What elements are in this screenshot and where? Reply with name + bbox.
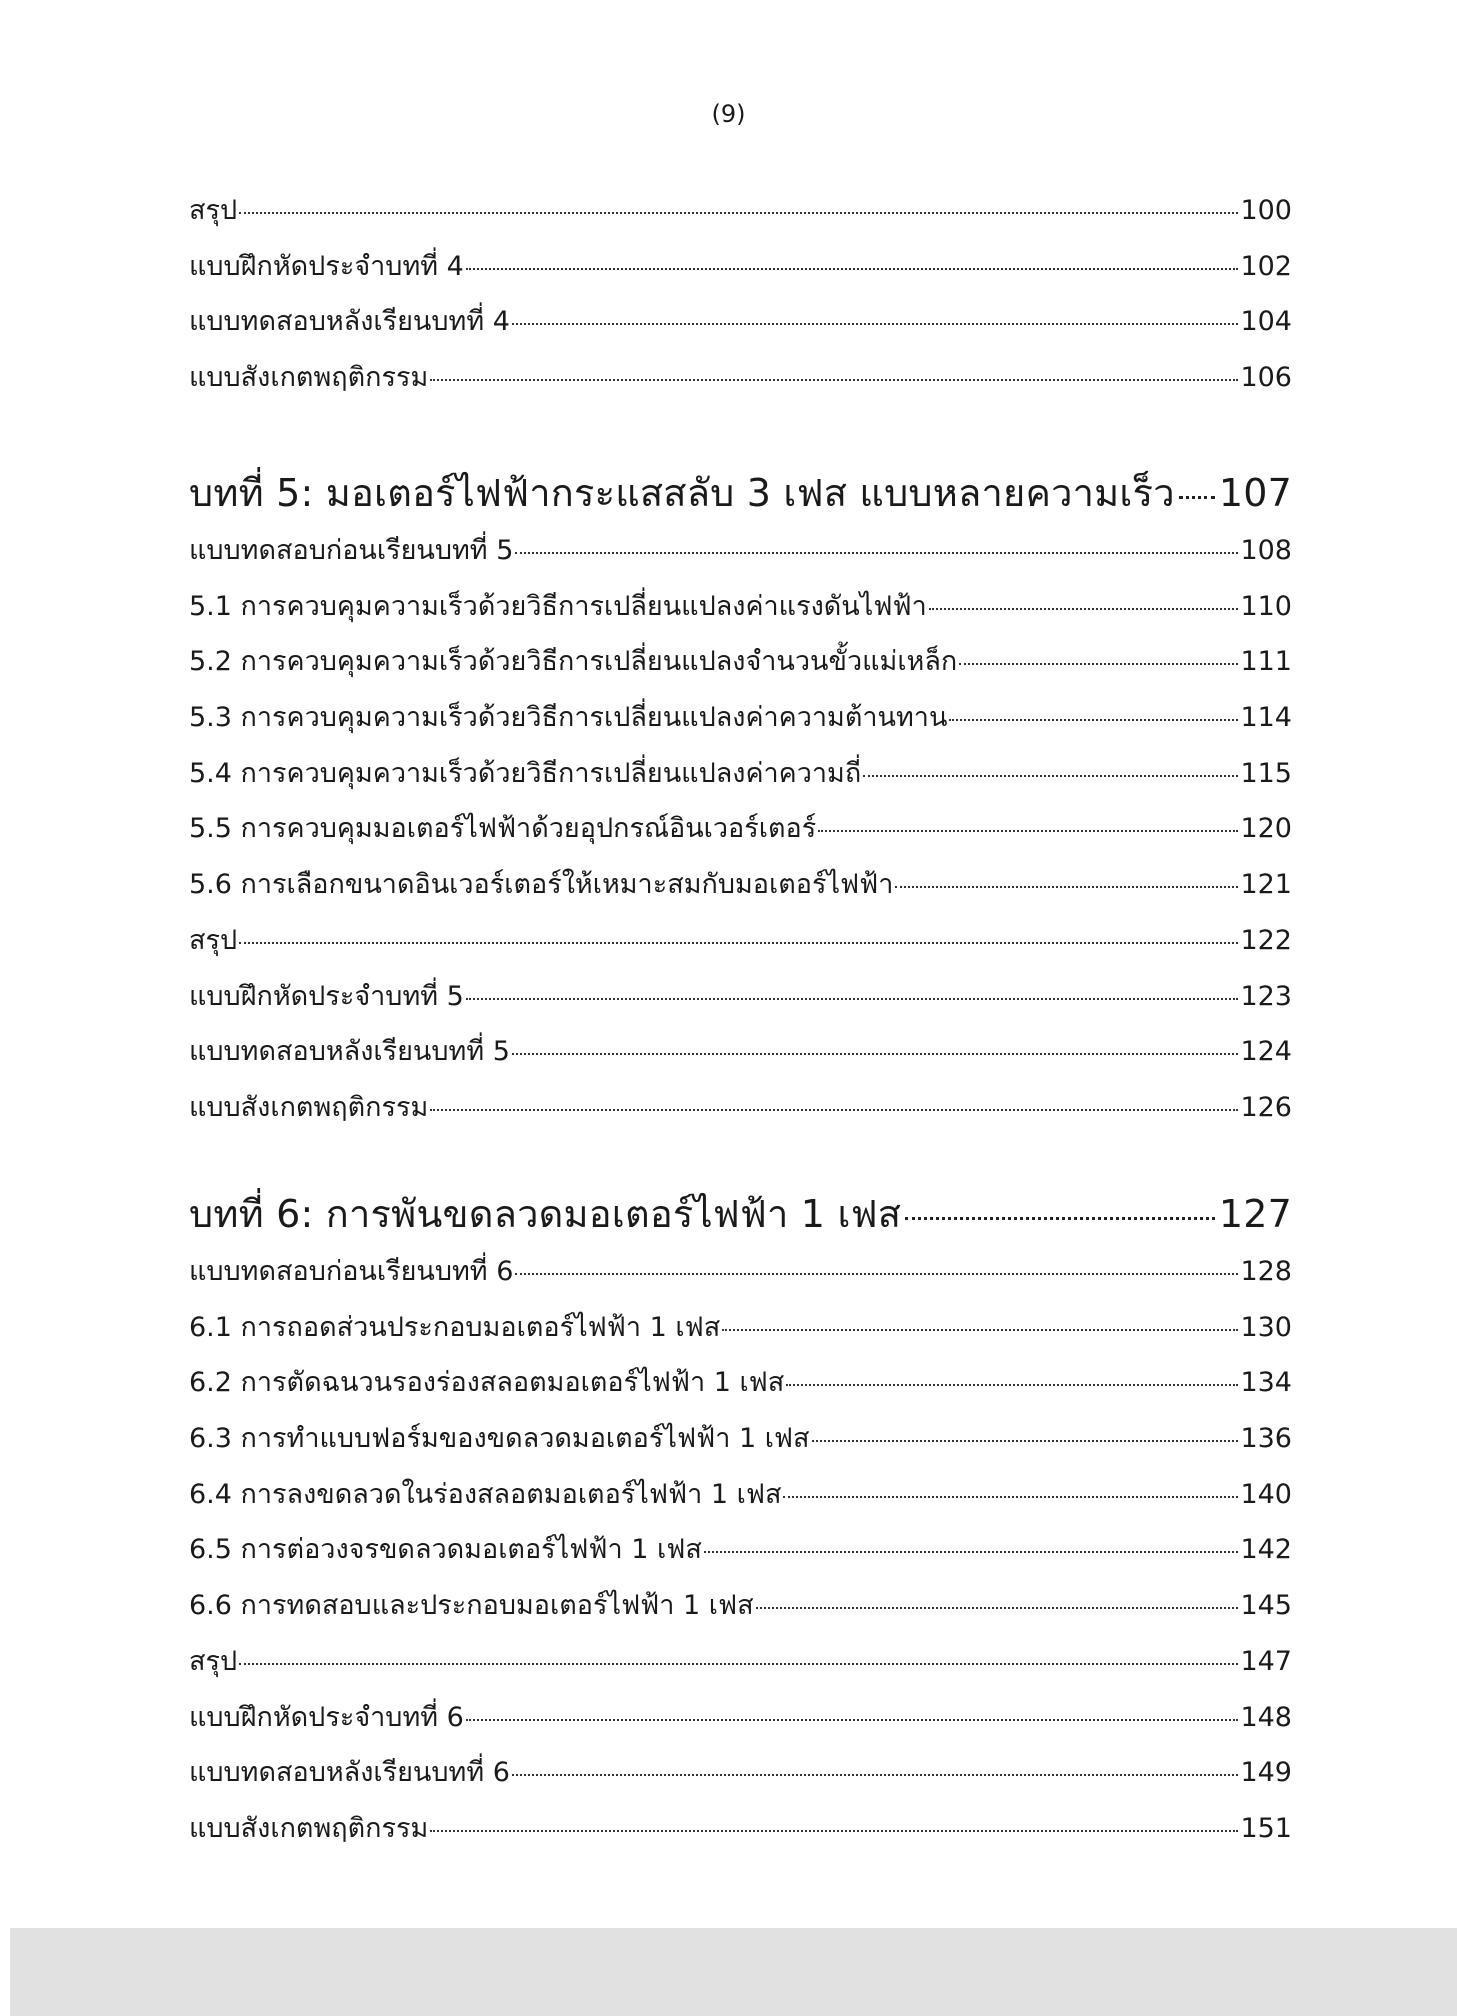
dot-leader xyxy=(783,1496,1238,1498)
chapter-page: 107 xyxy=(1218,471,1292,515)
dot-leader xyxy=(818,830,1238,832)
toc-entry xyxy=(189,1639,1292,1695)
toc-entry-page: 134 xyxy=(1240,1367,1292,1399)
toc-entry xyxy=(189,1360,1292,1416)
toc-entry-page: 122 xyxy=(1240,924,1292,956)
toc-entry xyxy=(189,299,1292,355)
toc-entry xyxy=(189,244,1292,300)
toc-entry-title: 5.6 การเลือกขนาดอินเวอร์เตอร์ให้เหมาะสมกับมอเตอร์ไฟฟ้า xyxy=(189,869,894,901)
dot-leader xyxy=(929,608,1239,610)
dot-leader xyxy=(430,1109,1238,1111)
toc-entry-title: สรุป xyxy=(189,1645,238,1677)
dot-leader xyxy=(704,1551,1239,1553)
toc-entry xyxy=(189,1416,1292,1472)
dot-leader xyxy=(466,1719,1239,1721)
toc-entry-title: 6.6 การทดสอบและประกอบมอเตอร์ไฟฟ้า 1 เฟส xyxy=(189,1590,754,1622)
toc-entry-title: 5.4 การควบคุมความเร็วด้วยวิธีการเปลี่ยนแปลงค่าความถี่ xyxy=(189,757,862,789)
toc-entry-title: สรุป xyxy=(189,924,238,956)
toc-entry xyxy=(189,1305,1292,1361)
toc-entry-page: 149 xyxy=(1240,1757,1292,1789)
dot-leader xyxy=(512,1053,1239,1055)
page-number: (9) xyxy=(711,100,746,128)
dot-leader xyxy=(1179,496,1215,499)
toc-entry xyxy=(189,639,1292,695)
dot-leader xyxy=(786,1384,1238,1386)
toc-entry xyxy=(189,1583,1292,1639)
toc-entry-page: 106 xyxy=(1240,362,1292,394)
toc-entry xyxy=(189,1085,1292,1141)
toc-entry xyxy=(189,1750,1292,1806)
toc-entry-title: 5.2 การควบคุมความเร็วด้วยวิธีการเปลี่ยนแปลงจำนวนขั้วแม่เหล็ก xyxy=(189,646,958,678)
toc-entry-title: แบบฝึกหัดประจำบทที่ 4 xyxy=(189,250,464,282)
toc-entry xyxy=(189,355,1292,411)
toc-entry xyxy=(189,584,1292,640)
toc-entry xyxy=(189,862,1292,918)
toc-entry-page: 104 xyxy=(1240,306,1292,338)
dot-leader xyxy=(239,942,1238,944)
dot-leader xyxy=(515,1273,1238,1275)
dot-leader xyxy=(949,719,1238,721)
toc-entry-page: 147 xyxy=(1240,1645,1292,1677)
toc-entry-title: 5.3 การควบคุมความเร็วด้วยวิธีการเปลี่ยนแปลงค่าความต้านทาน xyxy=(189,702,948,734)
toc-entry xyxy=(189,188,1292,244)
toc-entry-title: แบบฝึกหัดประจำบทที่ 5 xyxy=(189,980,464,1012)
toc-entry xyxy=(189,974,1292,1030)
toc-entry-page: 128 xyxy=(1240,1256,1292,1287)
toc-entry-title: 6.4 การลงขดลวดในร่องสลอตมอเตอร์ไฟฟ้า 1 เฟส xyxy=(189,1478,782,1510)
toc-entry-page: 120 xyxy=(1240,813,1292,845)
toc-entry-title: แบบสังเกตพฤติกรรม xyxy=(189,1812,429,1844)
chapter-6-section xyxy=(189,1183,1292,1249)
toc-entry-title: 6.5 การต่อวงจรขดลวดมอเตอร์ไฟฟ้า 1 เฟส xyxy=(189,1534,702,1566)
chapter-title: บทที่ 6: การพันขดลวดมอเตอร์ไฟฟ้า 1 เฟส xyxy=(189,1192,902,1236)
toc-entry-page: 111 xyxy=(1240,646,1292,678)
toc-entry-title: 6.2 การตัดฉนวนรองร่องสลอตมอเตอร์ไฟฟ้า 1 เฟส xyxy=(189,1367,785,1399)
toc-entry-page: 145 xyxy=(1240,1590,1292,1622)
toc-block-chapter5 xyxy=(189,528,1292,1141)
dot-leader xyxy=(512,1774,1239,1776)
toc-entry-title: แบบทดสอบก่อนเรียนบทที่ 6 xyxy=(189,1256,514,1287)
dot-leader xyxy=(756,1607,1239,1609)
toc-entry-page: 140 xyxy=(1240,1478,1292,1510)
toc-entry-page: 124 xyxy=(1240,1036,1292,1068)
toc-entry xyxy=(189,1472,1292,1528)
chapter-5-section xyxy=(189,462,1292,528)
toc-entry-title: 5.5 การควบคุมมอเตอร์ไฟฟ้าด้วยอุปกรณ์อินเวอร์เตอร์ xyxy=(189,813,817,845)
toc-entry-title: แบบสังเกตพฤติกรรม xyxy=(189,1091,429,1123)
toc-entry xyxy=(189,1527,1292,1583)
toc-entry xyxy=(189,1806,1292,1862)
toc-entry-title: 6.3 การทำแบบฟอร์มของขดลวดมอเตอร์ไฟฟ้า 1 เฟส xyxy=(189,1423,810,1455)
toc-entry xyxy=(189,918,1292,974)
toc-entry-title: แบบสังเกตพฤติกรรม xyxy=(189,362,429,394)
dot-leader xyxy=(895,886,1238,888)
dot-leader xyxy=(466,268,1239,270)
toc-entry-title: แบบทดสอบหลังเรียนบทที่ 4 xyxy=(189,306,510,338)
toc-entry-page: 115 xyxy=(1240,757,1292,789)
dot-leader xyxy=(512,323,1239,325)
toc-entry-title: สรุป xyxy=(189,195,238,226)
toc-entry-title: แบบทดสอบหลังเรียนบทที่ 5 xyxy=(189,1036,510,1068)
toc-entry xyxy=(189,1695,1292,1751)
dot-leader xyxy=(905,1217,1215,1220)
dot-leader xyxy=(466,998,1239,1000)
toc-entry-page: 110 xyxy=(1240,590,1292,622)
dot-leader xyxy=(959,663,1238,665)
chapter-page: 127 xyxy=(1218,1192,1292,1236)
toc-entry-page: 130 xyxy=(1240,1311,1292,1343)
toc-entry-title: แบบทดสอบหลังเรียนบทที่ 6 xyxy=(189,1757,510,1789)
toc-entry-page: 100 xyxy=(1240,195,1292,226)
toc-entry-page: 151 xyxy=(1240,1812,1292,1844)
toc-entry-page: 114 xyxy=(1240,702,1292,734)
toc-block-chapter6 xyxy=(189,1249,1292,1862)
toc-entry-page: 148 xyxy=(1240,1701,1292,1733)
toc-entry-page: 102 xyxy=(1240,250,1292,282)
toc-entry-title: แบบทดสอบก่อนเรียนบทที่ 5 xyxy=(189,535,514,566)
toc-entry-title: 5.1 การควบคุมความเร็วด้วยวิธีการเปลี่ยนแปลงค่าแรงดันไฟฟ้า xyxy=(189,590,927,622)
dot-leader xyxy=(722,1329,1238,1331)
toc-entry xyxy=(189,528,1292,584)
toc-entry-title: 6.1 การถอดส่วนประกอบมอเตอร์ไฟฟ้า 1 เฟส xyxy=(189,1311,721,1343)
toc-entry xyxy=(189,1029,1292,1085)
toc-entry-page: 126 xyxy=(1240,1091,1292,1123)
toc-entry xyxy=(189,806,1292,862)
dot-leader xyxy=(430,1830,1238,1832)
toc-entry xyxy=(189,695,1292,751)
dot-leader xyxy=(239,212,1238,214)
toc-entry xyxy=(189,1249,1292,1305)
toc-entry-page: 123 xyxy=(1240,980,1292,1012)
dot-leader xyxy=(239,1663,1238,1665)
footer-band xyxy=(10,1928,1457,2016)
chapter-heading xyxy=(189,462,1292,528)
toc-block-chapter4-end xyxy=(189,188,1292,411)
toc-entry-title: แบบฝึกหัดประจำบทที่ 6 xyxy=(189,1701,464,1733)
toc-entry-page: 136 xyxy=(1240,1423,1292,1455)
dot-leader xyxy=(863,775,1238,777)
dot-leader xyxy=(515,552,1238,554)
toc-entry-page: 108 xyxy=(1240,535,1292,566)
chapter-heading xyxy=(189,1183,1292,1249)
toc-entry xyxy=(189,751,1292,807)
toc-entry-page: 121 xyxy=(1240,869,1292,901)
dot-leader xyxy=(812,1440,1239,1442)
toc-entry-page: 142 xyxy=(1240,1534,1292,1566)
dot-leader xyxy=(430,379,1238,381)
chapter-title: บทที่ 5: มอเตอร์ไฟฟ้ากระแสสลับ 3 เฟส แบบหลายความเร็ว xyxy=(189,471,1175,515)
